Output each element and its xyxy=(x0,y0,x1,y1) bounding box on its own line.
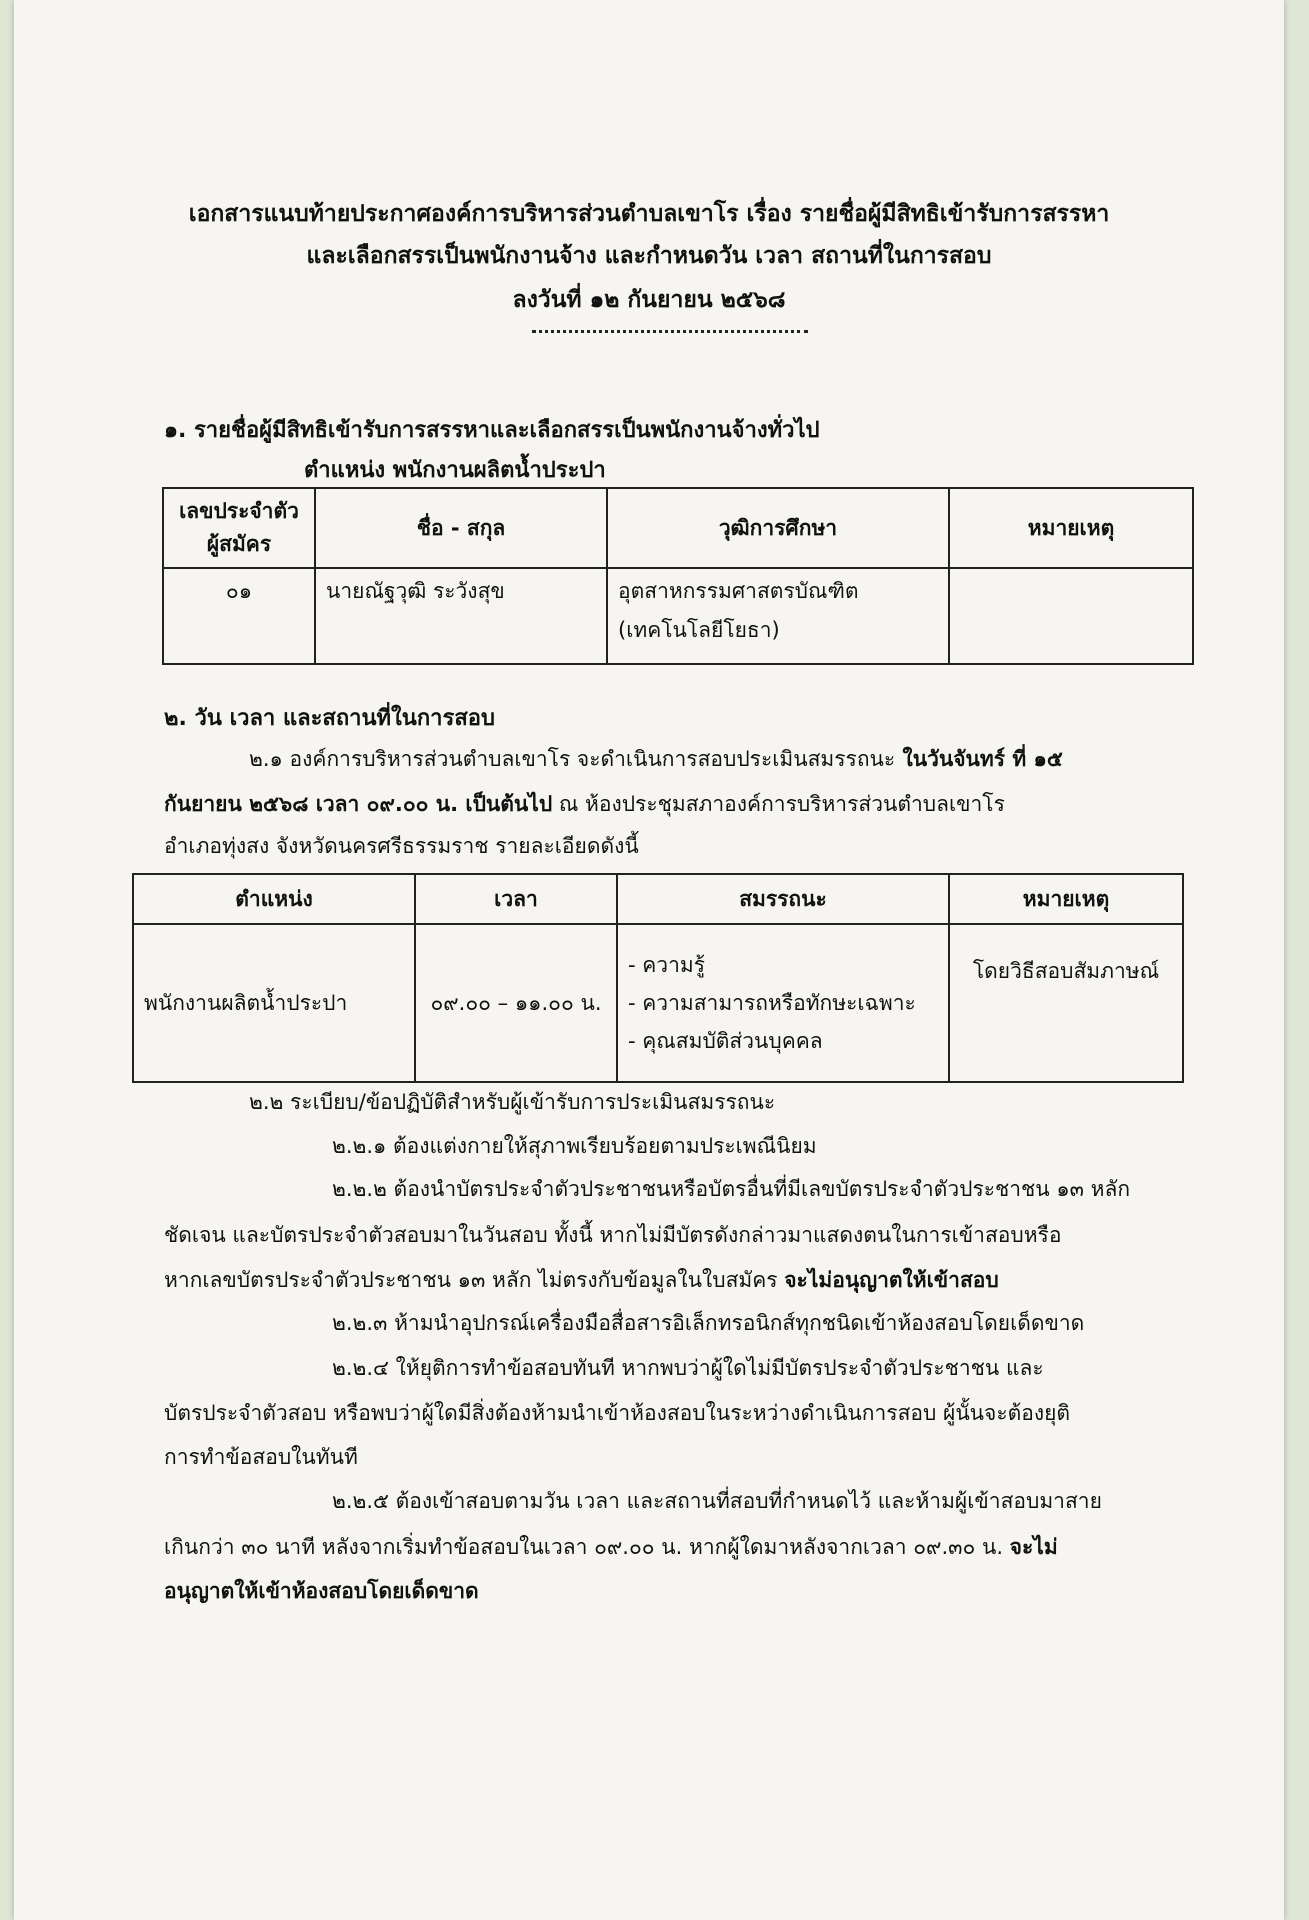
col-position: ตำแหน่ง xyxy=(133,874,415,924)
col-time: เวลา xyxy=(415,874,617,924)
para-2-2-5-line2 xyxy=(164,1531,1058,1564)
para-2-2-2-line3 xyxy=(164,1264,999,1297)
exam-competencies xyxy=(617,924,949,1082)
para-2-2-2-warning: จะไม่อนุญาตให้เข้าสอบ xyxy=(784,1268,999,1292)
col-name: ชื่อ - สกุล xyxy=(315,488,607,568)
col-education: วุฒิการศึกษา xyxy=(607,488,949,568)
para-2-2-4-line2: บัตรประจำตัวสอบ หรือพบว่าผู้ใดมีสิ่งต้องห้ามนำเข้าห้องสอบในระหว่างดำเนินการสอบ ผู้นั้นจะต้องยุติ xyxy=(164,1401,1071,1425)
table-row xyxy=(163,568,1193,664)
applicant-education xyxy=(607,568,949,664)
table-row xyxy=(133,924,1183,1082)
para-2-1-line3: อำเภอทุ่งสง จังหวัดนครศรีธรรมราช รายละเอียดดังนี้ xyxy=(164,834,639,858)
para-2-1-text: ๒.๑ องค์การบริหารส่วนตำบลเขาโร จะดำเนินการสอบประเมินสมรรถนะ xyxy=(249,747,896,771)
para-2-2: ๒.๒ ระเบียบ/ข้อปฏิบัติสำหรับผู้เข้ารับการประเมินสมรรถนะ xyxy=(249,1090,776,1114)
para-2-1-venue: ณ ห้องประชุมสภาองค์การบริหารส่วนตำบลเขาโร xyxy=(552,792,1005,816)
section1-position: ตำแหน่ง พนักงานผลิตน้ำประปา xyxy=(304,458,606,483)
education-degree: อุตสาหกรรมศาสตรบัณฑิต xyxy=(618,579,859,603)
doc-date-line: ลงวันที่ ๑๒ กันยายน ๒๕๖๘ xyxy=(512,287,786,313)
para-2-2-5-line3: อนุญาตให้เข้าห้องสอบโดยเด็ดขาด xyxy=(164,1579,479,1603)
table-header-row xyxy=(133,874,1183,924)
para-2-1-date: ในวันจันทร์ ที่ ๑๕ xyxy=(895,747,1063,771)
col-remarks: หมายเหตุ xyxy=(949,488,1193,568)
exam-position: พนักงานผลิตน้ำประปา xyxy=(133,924,415,1082)
doc-title-line2: และเลือกสรรเป็นพนักงานจ้าง และกำหนดวัน เวลา สถานที่ในการสอบ xyxy=(306,243,992,269)
para-2-2-5-text: เกินกว่า ๓๐ นาที หลังจากเริ่มทำข้อสอบในเวลา ๐๙.๐๐ น. หากผู้ใดมาหลังจากเวลา ๐๙.๓๐ น. xyxy=(164,1535,1010,1559)
para-2-2-4-line1: ๒.๒.๔ ให้ยุติการทำข้อสอบทันที หากพบว่าผู้ใดไม่มีบัตรประจำตัวประชาชน และ xyxy=(332,1356,1044,1380)
applicant-remarks xyxy=(949,568,1193,664)
col-competency: สมรรถนะ xyxy=(617,874,949,924)
document-page xyxy=(14,0,1284,1920)
section2-title: ๒. วัน เวลา และสถานที่ในการสอบ xyxy=(164,706,495,731)
para-2-1-line2 xyxy=(164,788,1005,821)
para-2-2-2-line1: ๒.๒.๒ ต้องนำบัตรประจำตัวประชาชนหรือบัตรอื่นที่มีเลขบัตรประจำตัวประชาชน ๑๓ หลัก xyxy=(332,1177,1131,1201)
applicants-table xyxy=(162,487,1194,665)
para-2-2-5-line1: ๒.๒.๕ ต้องเข้าสอบตามวัน เวลา และสถานที่สอบที่กำหนดไว้ และห้ามผู้เข้าสอบมาสาย xyxy=(332,1489,1102,1513)
para-2-2-4-line3: การทำข้อสอบในทันที xyxy=(164,1445,358,1469)
competency-item: - คุณสมบัติส่วนบุคคล xyxy=(628,1029,823,1053)
competency-item: - ความรู้ xyxy=(628,953,706,977)
para-2-2-2-line2: ชัดเจน และบัตรประจำตัวสอบมาในวันสอบ ทั้งนี้ หากไม่มีบัตรดังกล่าวมาแสดงตนในการเข้าสอบหรือ xyxy=(164,1223,1062,1247)
applicant-id: ๐๑ xyxy=(163,568,315,664)
schedule-table xyxy=(132,873,1184,1083)
col-applicant-id: เลขประจำตัว ผู้สมัคร xyxy=(163,488,315,568)
table-header-row xyxy=(163,488,1193,568)
section1-title: ๑. รายชื่อผู้มีสิทธิเข้ารับการสรรหาและเลือกสรรเป็นพนักงานจ้างทั่วไป xyxy=(164,418,820,443)
para-2-2-2-text: หากเลขบัตรประจำตัวประชาชน ๑๓ หลัก ไม่ตรงกับข้อมูลในใบสมัคร xyxy=(164,1268,785,1292)
applicant-name: นายณัฐวุฒิ ระวังสุข xyxy=(315,568,607,664)
para-2-2-1: ๒.๒.๑ ต้องแต่งกายให้สุภาพเรียบร้อยตามประเพณีนิยม xyxy=(332,1134,817,1158)
para-2-2-3: ๒.๒.๓ ห้ามนำอุปกรณ์เครื่องมือสื่อสารอิเล็กทรอนิกส์ทุกชนิดเข้าห้องสอบโดยเด็ดขาด xyxy=(332,1311,1085,1335)
para-2-1-datetime: กันยายน ๒๕๖๘ เวลา ๐๙.๐๐ น. เป็นต้นไป xyxy=(164,792,553,816)
dotted-divider xyxy=(532,330,808,333)
education-major: (เทคโนโลยีโยธา) xyxy=(618,618,780,642)
doc-title-line1: เอกสารแนบท้ายประกาศองค์การบริหารส่วนตำบลเขาโร เรื่อง รายชื่อผู้มีสิทธิเข้ารับการสรรหา xyxy=(188,201,1110,227)
para-2-2-5-warning-start: จะไม่ xyxy=(1009,1535,1058,1559)
para-2-1-line1 xyxy=(249,743,1063,776)
col-remarks: หมายเหตุ xyxy=(949,874,1183,924)
competency-item: - ความสามารถหรือทักษะเฉพาะ xyxy=(628,991,916,1015)
exam-time: ๐๙.๐๐ – ๑๑.๐๐ น. xyxy=(415,924,617,1082)
exam-method: โดยวิธีสอบสัมภาษณ์ xyxy=(949,924,1183,1082)
